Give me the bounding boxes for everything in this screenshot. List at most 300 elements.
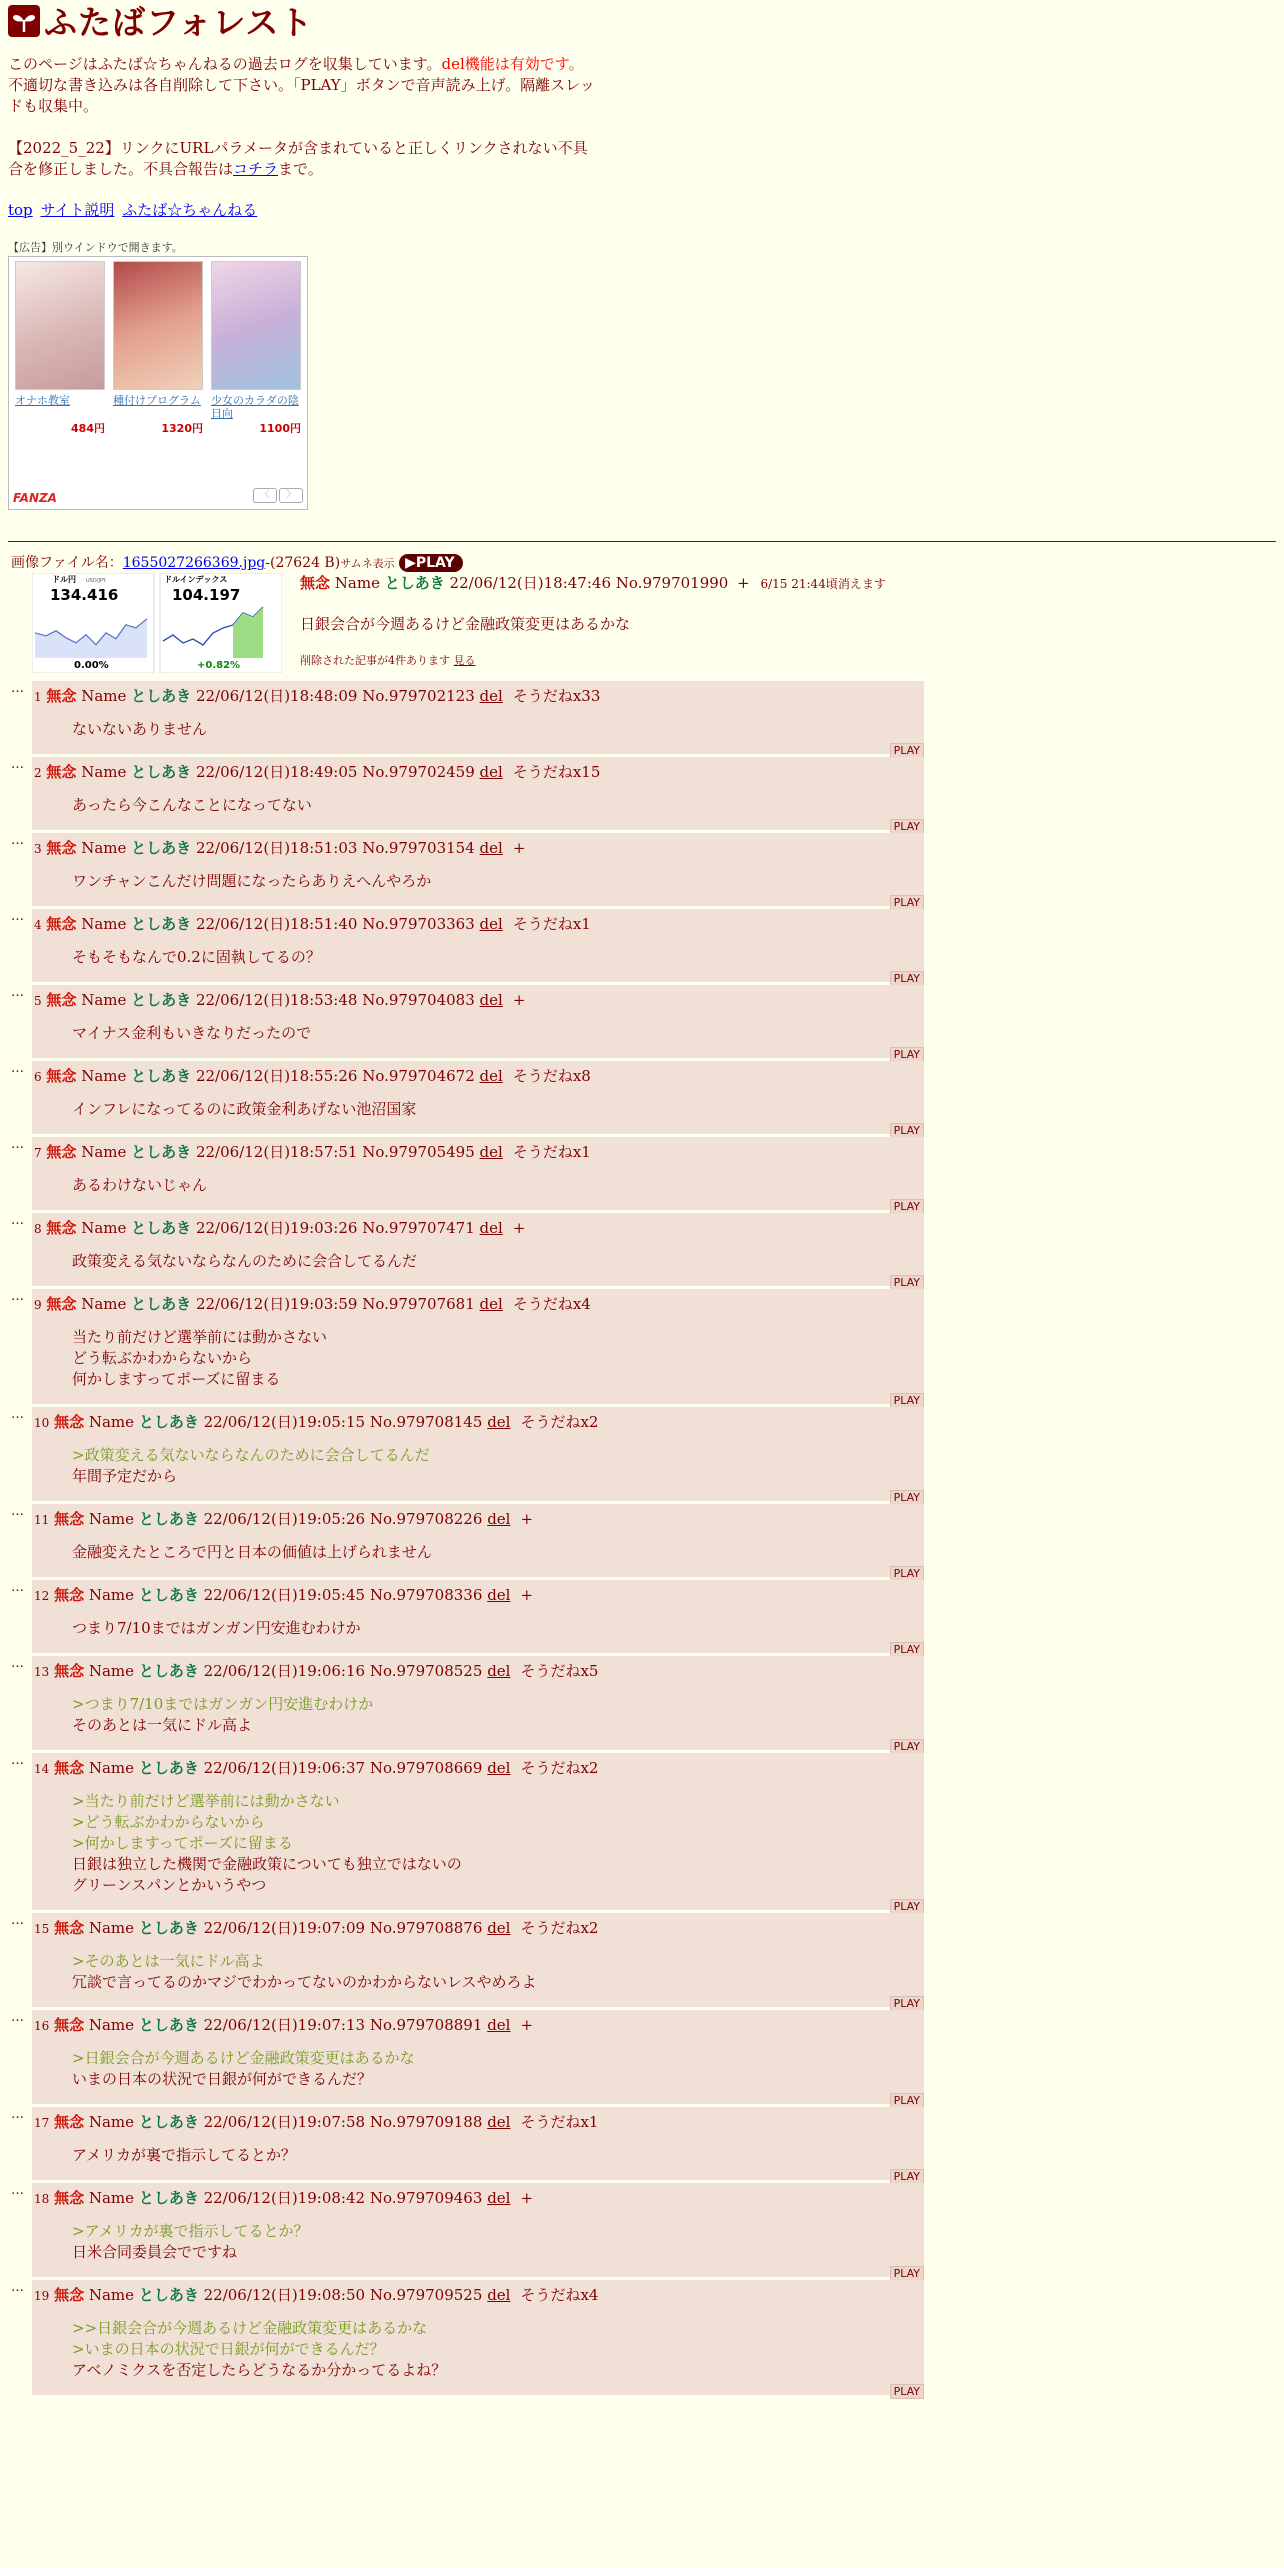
nav-about-link[interactable]: サイト説明 [40,201,115,219]
reply-play-row [32,1272,924,1289]
reply-index: 11 [34,1513,50,1527]
del-button[interactable]: del [487,2286,511,2304]
del-button[interactable]: del [487,2113,511,2131]
reply-subject: 無念 [54,1919,85,1937]
post-number[interactable]: No.979708669 [369,1759,483,1777]
text-line: ないないありません [72,720,208,738]
reply-index: 15 [34,1922,50,1936]
name-label: Name [334,574,380,592]
del-button[interactable]: del [479,1219,503,1237]
reply-index: 17 [34,2116,50,2130]
reply-play-button[interactable]: PLAY [890,2169,924,2184]
sodane-button[interactable]: + [520,2189,534,2207]
reply-play-button[interactable]: PLAY [890,1199,924,1214]
reply-menu-icon[interactable]: … [11,757,24,772]
reply-play-row [32,1120,924,1137]
dxy-value: 104.197 [172,586,241,604]
play-label: PLAY [415,555,455,571]
reply-header [32,833,924,859]
del-button[interactable]: del [479,915,503,933]
reply-menu-icon[interactable]: … [11,833,24,848]
reply-post [8,757,1276,833]
sodane-button[interactable]: そうだねx1 [520,2113,599,2131]
ad-item[interactable] [113,261,203,436]
del-button[interactable]: del [479,839,503,857]
post-date: 22/06/12(日)19:06:37 [203,1759,366,1777]
reply-subject: 無念 [46,1143,77,1161]
name-label: Name [81,991,127,1009]
reply-menu-icon[interactable]: … [11,1137,24,1152]
text-line: あったら今こんなことになってない [72,796,312,814]
sodane-button[interactable]: そうだねx1 [512,915,591,933]
del-button[interactable]: del [487,1919,511,1937]
quote-line: >そのあとは一気にドル高よ [72,1952,265,1970]
reply-header [32,1061,924,1087]
reply-post [8,681,1276,757]
reply-subject: 無念 [54,1413,85,1431]
reply-index: 12 [34,1589,50,1603]
ad-cover-image[interactable] [211,261,301,390]
reply-subject: 無念 [46,763,77,781]
post-date: 22/06/12(日)18:51:03 [195,839,358,857]
name-label: Name [88,2016,135,2034]
reply-text [72,2048,924,2090]
reply-list [8,681,1276,2398]
reply-header [32,1137,924,1163]
reply-subject: 無念 [46,1067,77,1085]
del-button[interactable]: del [479,687,503,705]
sodane-button[interactable]: そうだねx4 [512,1295,591,1313]
del-button[interactable]: del [487,1586,511,1604]
reply-body [32,1753,924,1913]
reply-play-row [32,816,924,833]
post-date: 22/06/12(日)19:08:42 [203,2189,366,2207]
ad-item[interactable] [211,261,301,436]
reply-subject: 無念 [46,991,77,1009]
del-button[interactable]: del [479,1067,503,1085]
reply-body [32,1213,924,1289]
reply-subject: 無念 [46,1219,77,1237]
reply-post [8,985,1276,1061]
del-button[interactable]: del [487,1413,511,1431]
post-number[interactable]: No.979708891 [369,2016,483,2034]
ad-item-price: 484円 [71,422,105,435]
sodane-button[interactable]: そうだねx8 [512,1067,591,1085]
post-number[interactable]: No.979702123 [362,687,475,705]
reply-text [72,871,924,892]
reply-subject: 無念 [46,839,77,857]
reply-text [72,795,924,816]
reply-subject: 無念 [54,1510,85,1528]
reply-index: 10 [34,1416,50,1430]
poster-name: としあき [384,574,445,592]
site-description [8,54,598,117]
reply-play-button[interactable]: PLAY [890,2266,924,2281]
text-line: 年間予定だから [72,1467,178,1485]
ad-caption: 【広告】別ウインドウで開きます。 [8,241,183,254]
quote-line: >どう転ぶかわからないから [72,1813,265,1831]
reply-menu-icon[interactable]: … [11,985,24,1000]
deleted-notice-text: 削除された記事が4件あります [300,654,450,667]
reply-index: 5 [34,994,42,1008]
reply-play-button[interactable]: PLAY [890,1275,924,1290]
reply-header [32,985,924,1011]
usdjpy-value: 134.416 [50,586,119,604]
poster-name: としあき [138,1413,199,1431]
show-deleted-link[interactable]: 見る [453,654,476,667]
post-date: 22/06/12(日)18:49:05 [195,763,358,781]
reply-play-row [32,2090,924,2107]
reply-body [32,909,924,985]
reply-play-row [32,1487,924,1504]
name-label: Name [88,1919,135,1937]
reply-play-button[interactable]: PLAY [890,1047,924,1062]
reply-play-button[interactable]: PLAY [890,1490,924,1505]
reply-subject: 無念 [46,915,77,933]
reply-play-row [32,1196,924,1213]
quote-line: >つまり7/10まではガンガン円安進むわけか [72,1695,374,1713]
file-label: 画像ファイル名： [11,555,123,571]
reply-body [32,1656,924,1753]
reply-post [8,1580,1276,1656]
reply-play-button[interactable]: PLAY [890,1739,924,1754]
post-number[interactable]: No.979707471 [362,1219,475,1237]
op-subject: 無念 [300,574,331,592]
sodane-button[interactable]: そうだねx2 [520,1413,599,1431]
text-line: 金融変えたところで円と日本の価値は上げられません [72,1543,432,1561]
reply-header [32,1753,924,1779]
post-date: 22/06/12(日)18:48:09 [195,687,358,705]
reply-post [8,1289,1276,1407]
reply-index: 7 [34,1146,42,1160]
quote-line: >当たり前だけど選挙前には動かさない [72,1792,340,1810]
sodane-button[interactable]: + [512,839,526,857]
reply-post [8,1504,1276,1580]
post-number[interactable]: No.979702459 [362,763,475,781]
reply-play-button[interactable]: PLAY [890,895,924,910]
reply-play-button[interactable]: PLAY [890,1996,924,2011]
name-label: Name [81,915,127,933]
name-label: Name [81,839,127,857]
sodane-button[interactable]: + [512,1219,526,1237]
post-date: 22/06/12(日)19:07:58 [203,2113,366,2131]
reply-index: 16 [34,2019,50,2033]
reply-menu-icon[interactable]: … [11,1913,24,1928]
name-label: Name [88,1662,135,1680]
play-button[interactable]: ▶PLAY [399,554,463,572]
reply-play-button[interactable]: PLAY [890,819,924,834]
reply-header [32,1407,924,1433]
del-button[interactable]: del [479,763,503,781]
reply-text [72,1175,924,1196]
ad-prev-button[interactable]: 〈 [253,488,277,503]
report-link[interactable]: コチラ [233,160,279,178]
reply-menu-icon[interactable]: … [11,2010,24,2025]
post-date: 22/06/12(日)18:47:46 [449,574,611,592]
reply-post [8,833,1276,909]
reply-menu-icon[interactable]: … [11,1656,24,1671]
post-number[interactable]: No.979704672 [362,1067,475,1085]
del-button[interactable]: del [487,1662,511,1680]
post-date: 22/06/12(日)19:05:15 [203,1413,366,1431]
sodane-button[interactable]: そうだねx1 [512,1143,591,1161]
op-header [300,573,886,594]
reply-play-row [32,968,924,985]
reply-play-button[interactable]: PLAY [890,1899,924,1914]
post-number[interactable]: No.979701990 [615,574,729,592]
name-label: Name [81,1219,127,1237]
reply-post [8,1656,1276,1753]
description-text: このページはふたば☆ちゃんねるの過去ログを収集しています。 [8,55,442,73]
post-number[interactable]: No.979703154 [362,839,475,857]
poster-name: としあき [131,991,192,1009]
text-line: アベノミクスを否定したらどうなるか分かってるよね？ [72,2361,447,2379]
text-line: 政策変える気ないならなんのために会合してるんだ [72,1252,418,1270]
file-size: -(27624 B) [265,555,341,571]
post-number[interactable]: No.979709463 [369,2189,483,2207]
quote-line: >政策変える気ないならなんのために会合してるんだ [72,1446,430,1464]
reply-subject: 無念 [46,1295,77,1313]
reply-index: 4 [34,918,42,932]
text-line: ワンチャンこんだけ問題になったらありえへんやろか [72,872,432,890]
post-number[interactable]: No.979705495 [362,1143,475,1161]
quote-line: >アメリカが裏で指示してるとか？ [72,2222,309,2240]
reply-subject: 無念 [54,1586,85,1604]
reply-header [32,1213,924,1239]
reply-body [32,1137,924,1213]
notice-text: 【2022_5_22】リンクにURLパラメータが含まれていると正しくリンクされない不具合を修正しました。不具合報告は [8,139,588,178]
ad-cover-image[interactable] [15,261,105,390]
ad-item-title[interactable]: オナホ教室 [15,394,70,407]
reply-body [32,833,924,909]
post-date: 22/06/12(日)18:57:51 [195,1143,358,1161]
op-post [8,573,1276,678]
reply-subject: 無念 [54,1662,85,1680]
post-number[interactable]: No.979709525 [369,2286,483,2304]
sodane-button[interactable]: + [520,1510,534,1528]
reply-text [72,1694,924,1736]
reply-subject: 無念 [54,2016,85,2034]
sodane-button[interactable]: + [520,2016,534,2034]
deleted-notice [300,652,886,668]
reply-menu-icon[interactable]: … [11,681,24,696]
reply-subject: 無念 [54,1759,85,1777]
sodane-button[interactable]: そうだねx33 [512,687,601,705]
reply-play-button[interactable]: PLAY [890,1123,924,1138]
reply-play-button[interactable]: PLAY [890,1566,924,1581]
op-content [300,573,886,668]
reply-menu-icon[interactable]: … [11,2280,24,2295]
text-line: あるわけないじゃん [72,1176,208,1194]
sprout-logo-icon[interactable] [8,5,40,37]
usdjpy-change: 0.00% [74,660,109,671]
del-button[interactable]: del [479,1143,503,1161]
sodane-button[interactable]: + [520,1586,534,1604]
reply-index: 9 [34,1298,42,1312]
quote-line: >日銀会合が今週あるけど金融政策変更はあるかな [72,2049,415,2067]
post-date: 22/06/12(日)19:07:09 [203,1919,366,1937]
reply-text [72,1099,924,1120]
reply-index: 3 [34,842,42,856]
name-label: Name [81,1067,127,1085]
reply-index: 18 [34,2192,50,2206]
post-number[interactable]: No.979708226 [369,1510,483,1528]
reply-play-button[interactable]: PLAY [890,1642,924,1657]
poster-name: としあき [131,763,192,781]
reply-post [8,1407,1276,1504]
post-date: 22/06/12(日)19:07:13 [203,2016,366,2034]
reply-subject: 無念 [54,2189,85,2207]
post-date: 22/06/12(日)18:53:48 [195,991,358,1009]
text-line: マイナス金利もいきなりだったので [72,1024,312,1042]
del-button[interactable]: del [487,2189,511,2207]
reply-post [8,2183,1276,2280]
reply-menu-icon[interactable]: … [11,2183,24,2198]
reply-text [72,2318,924,2381]
post-number[interactable]: No.979708876 [369,1919,483,1937]
text-line: どう転ぶかわからないから [72,1349,253,1367]
text-line: 当たり前だけど選挙前には動かさない [72,1328,328,1346]
post-date: 22/06/12(日)19:05:45 [203,1586,366,1604]
name-label: Name [88,1413,135,1431]
reply-play-row [32,1736,924,1753]
reply-header [32,2010,924,2036]
reply-index: 6 [34,1070,42,1084]
sodane-button[interactable]: そうだねx2 [520,1919,599,1937]
text-line: 何かしますってポーズに留まる [72,1370,281,1388]
poster-name: としあき [131,687,192,705]
reply-header [32,2183,924,2209]
poster-name: としあき [138,1919,199,1937]
post-date: 22/06/12(日)19:03:59 [195,1295,358,1313]
reply-play-button[interactable]: PLAY [890,2093,924,2108]
sodane-button[interactable]: そうだねx5 [520,1662,599,1680]
del-button[interactable]: del [487,2016,511,2034]
reply-play-row [32,1044,924,1061]
reply-menu-icon[interactable]: … [11,1061,24,1076]
reply-header [32,909,924,935]
reply-menu-icon[interactable]: … [11,1753,24,1768]
del-button[interactable]: del [479,991,503,1009]
thumb-label: サムネ表示 [340,557,395,570]
post-number[interactable]: No.979708145 [369,1413,483,1431]
reply-header [32,681,924,707]
reply-text [72,1791,924,1896]
reply-index: 1 [34,690,42,704]
post-number[interactable]: No.979703363 [362,915,475,933]
reply-play-button[interactable]: PLAY [890,971,924,986]
sodane-button[interactable]: そうだねx15 [512,763,601,781]
poster-name: としあき [138,2113,199,2131]
nav-top-link[interactable]: top [8,201,33,219]
name-label: Name [88,2286,135,2304]
ad-item-price: 1100円 [259,422,301,435]
reply-play-row [32,2166,924,2183]
post-number[interactable]: No.979708336 [369,1586,483,1604]
reply-body [32,1289,924,1407]
reply-menu-icon[interactable]: … [11,909,24,924]
ad-item-title[interactable]: 種付けプログラム [113,394,201,407]
sodane-plus-button[interactable]: + [737,574,750,592]
reply-body [32,1504,924,1580]
ad-item-price: 1320円 [161,422,203,435]
del-button[interactable]: del [487,1510,511,1528]
reply-menu-icon[interactable]: … [11,1213,24,1228]
usdjpy-sub: USD/JPY [86,578,106,584]
reply-menu-icon[interactable]: … [11,2107,24,2122]
site-title: ふたばフォレスト [44,3,314,42]
reply-header [32,757,924,783]
poster-name: としあき [138,2286,199,2304]
sodane-button[interactable]: + [512,991,526,1009]
notice-end: まで。 [278,160,323,178]
reply-play-row [32,892,924,909]
reply-body [32,985,924,1061]
reply-play-row [32,1639,924,1656]
text-line: いまの日本の状況で日銀が何ができるんだ？ [72,2070,373,2088]
del-button[interactable]: del [479,1295,503,1313]
poster-name: としあき [131,1143,192,1161]
poster-name: としあき [131,1067,192,1085]
reply-body [32,1913,924,2010]
post-date: 22/06/12(日)19:08:50 [203,2286,366,2304]
reply-menu-icon[interactable]: … [11,1504,24,1519]
post-number[interactable]: No.979709188 [369,2113,483,2131]
name-label: Name [88,1759,135,1777]
site-header [8,0,1276,40]
reply-menu-icon[interactable]: … [11,1580,24,1595]
ad-cover-image[interactable] [113,261,203,390]
post-number[interactable]: No.979704083 [362,991,475,1009]
reply-body [32,2010,924,2107]
poster-name: としあき [138,2016,199,2034]
reply-body [32,1407,924,1504]
del-enabled-text: del機能は有効です。 [441,55,584,73]
ad-next-button[interactable]: 〉 [279,488,303,503]
reply-post [8,909,1276,985]
sodane-button[interactable]: そうだねx4 [520,2286,599,2304]
reply-body [32,1061,924,1137]
ad-item[interactable] [15,261,105,436]
reply-play-button[interactable]: PLAY [890,2384,924,2399]
op-thumbnail-image[interactable] [32,573,282,673]
reply-play-button[interactable]: PLAY [890,1393,924,1408]
reply-play-row [32,2263,924,2280]
post-date: 22/06/12(日)19:06:16 [203,1662,366,1680]
poster-name: としあき [131,915,192,933]
reply-play-row [32,2381,924,2398]
post-number[interactable]: No.979707681 [362,1295,475,1313]
reply-header [32,1504,924,1530]
ad-banner[interactable] [8,256,308,510]
post-number[interactable]: No.979708525 [369,1662,483,1680]
reply-play-button[interactable]: PLAY [890,743,924,758]
del-button[interactable]: del [487,1759,511,1777]
poster-name: としあき [138,1662,199,1680]
post-date: 22/06/12(日)19:05:26 [203,1510,366,1528]
reply-menu-icon[interactable]: … [11,1407,24,1422]
quote-line: >いまの日本の状況で日銀が何ができるんだ？ [72,2340,385,2358]
text-line: 日銀は独立した機関で金融政策についても独立ではないの [72,1855,462,1873]
image-file-link[interactable]: 1655027266369.jpg [122,555,266,571]
sodane-button[interactable]: そうだねx2 [520,1759,599,1777]
text-line: そもそもなんで0.2に固執してるの？ [72,948,321,966]
reply-text [72,1951,924,1993]
text-line: アメリカが裏で指示してるとか？ [72,2146,296,2164]
reply-menu-icon[interactable]: … [11,1289,24,1304]
ad-item-title[interactable]: 少女のカラダの陰日向 [211,394,299,420]
nav-futaba-link[interactable]: ふたば☆ちゃんねる [122,201,258,219]
